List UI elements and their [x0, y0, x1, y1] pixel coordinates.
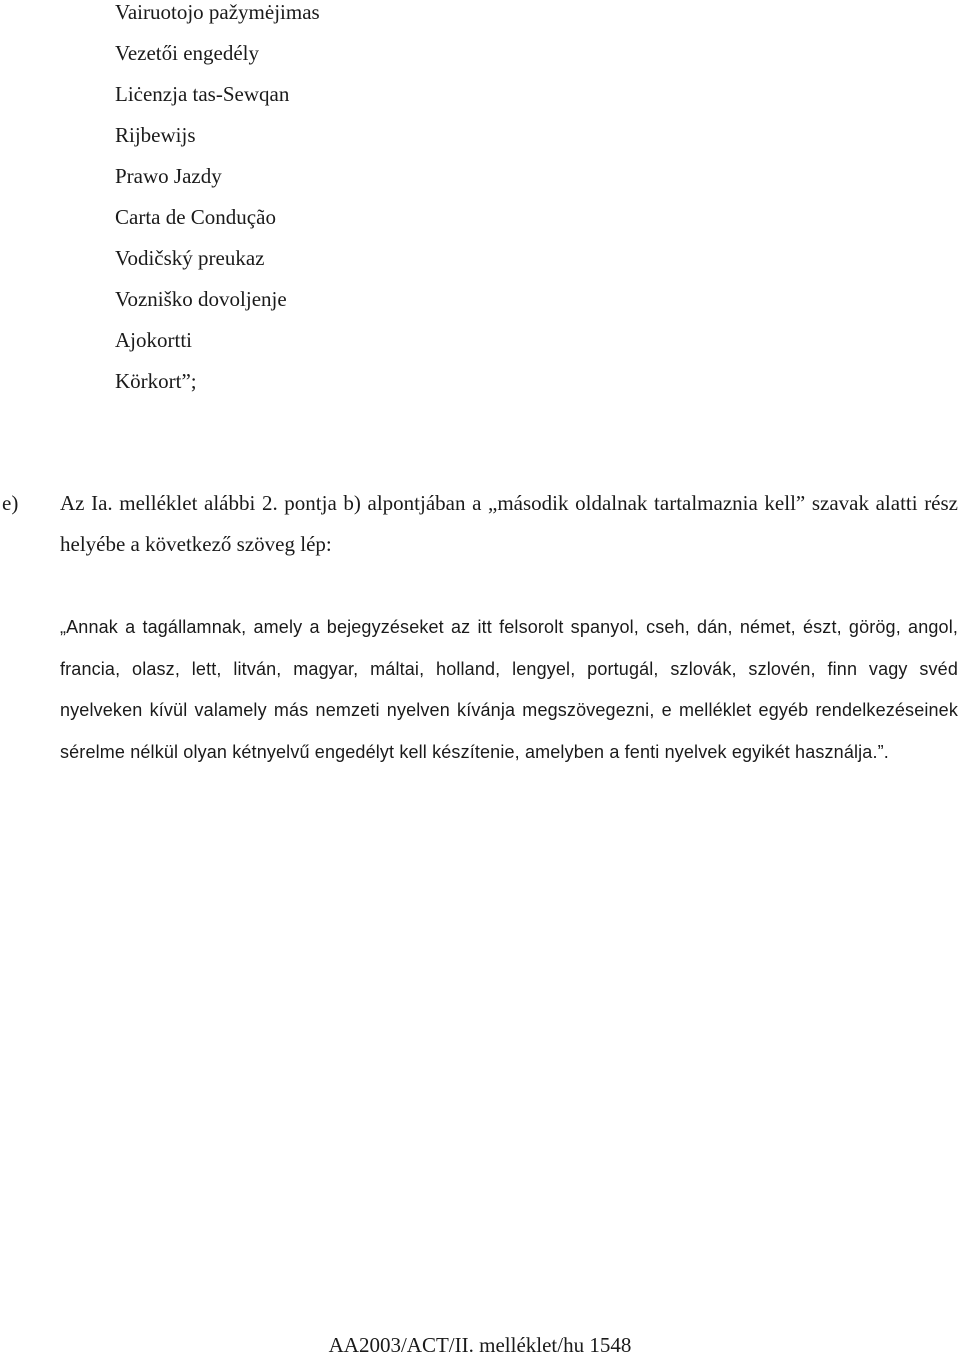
quoted-replacement-text: „Annak a tagállamnak, amely a bejegyzéseket az itt felsorolt spanyol, cseh, dán, német, észt, görög, angol, francia, olasz, lett, litván, magyar, máltai, holland, lengyel, portugál, szlovák, szlovén, finn vagy svéd nyelveken kívül valamely más nemzeti nyelven kívánja megszövegezni, e melléklet egyéb rendelkezéseinek sérelme nélkül olyan kétnyelvű engedélyt kell készítenie, amelyben a fenti nyelvek egyikét használja.”. — [60, 617, 958, 762]
document-reference: AA2003/ACT/II. melléklet/hu 1548 — [328, 1333, 632, 1357]
list-item: Carta de Condução — [115, 205, 276, 229]
license-name-list — [115, 0, 320, 410]
page-footer — [0, 1333, 960, 1357]
list-item: Vodičský preukaz — [115, 246, 265, 270]
list-item: Rijbewijs — [115, 123, 196, 147]
list-item: Ajokortti — [115, 328, 192, 352]
list-item: Liċenzja tas-Sewqan — [115, 82, 290, 106]
amendment-text: Az Ia. melléklet alábbi 2. pontja b) alpontjában a „második oldalnak tartalmaznia kell” szavak alatti rész helyébe a következő szöveg lép: — [60, 491, 958, 556]
list-item: Vezetői engedély — [115, 41, 260, 65]
list-item: Körkort”; — [115, 369, 197, 393]
list-item: Prawo Jazdy — [115, 164, 222, 188]
item-marker: e) — [2, 491, 19, 515]
list-item: Vozniško dovoljenje — [115, 287, 287, 311]
list-item: Vairuotojo pažymėjimas — [115, 0, 320, 24]
